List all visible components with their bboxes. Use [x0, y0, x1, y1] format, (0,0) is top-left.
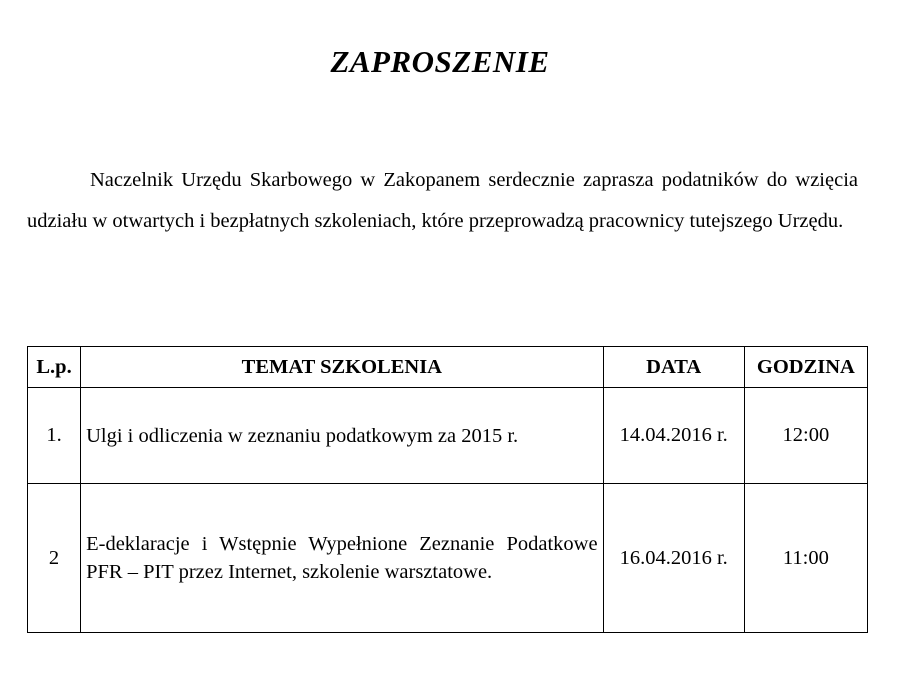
- cell-topic: Ulgi i odliczenia w zeznaniu podatkowym za 2015 r.: [81, 388, 603, 484]
- invitation-paragraph: Naczelnik Urzędu Skarbowego w Zakopanem serdecznie zaprasza podatników do wzięcia udziału w otwartych i bezpłatnych szkoleniach, które przeprowadzą pracownicy tutejszego Urzędu.: [27, 169, 858, 232]
- header-lp: L.p.: [28, 347, 81, 388]
- table-header-row: [28, 347, 868, 388]
- cell-time: 12:00: [744, 388, 867, 484]
- header-topic: TEMAT SZKOLENIA: [81, 347, 603, 388]
- cell-lp: 1.: [28, 388, 81, 484]
- cell-topic: E-deklaracje i Wstępnie Wypełnione Zeznanie Podatkowe PFR – PIT przez Internet, szkolenie warsztatowe.: [81, 484, 603, 633]
- cell-lp: 2: [28, 484, 81, 633]
- header-time: GODZINA: [744, 347, 867, 388]
- training-schedule-table: [27, 346, 868, 633]
- cell-date: 14.04.2016 r.: [603, 388, 744, 484]
- table-row: [28, 484, 868, 633]
- cell-time: 11:00: [744, 484, 867, 633]
- document-title: ZAPROSZENIE: [330, 44, 550, 79]
- table-row: [28, 388, 868, 484]
- cell-date: 16.04.2016 r.: [603, 484, 744, 633]
- header-date: DATA: [603, 347, 744, 388]
